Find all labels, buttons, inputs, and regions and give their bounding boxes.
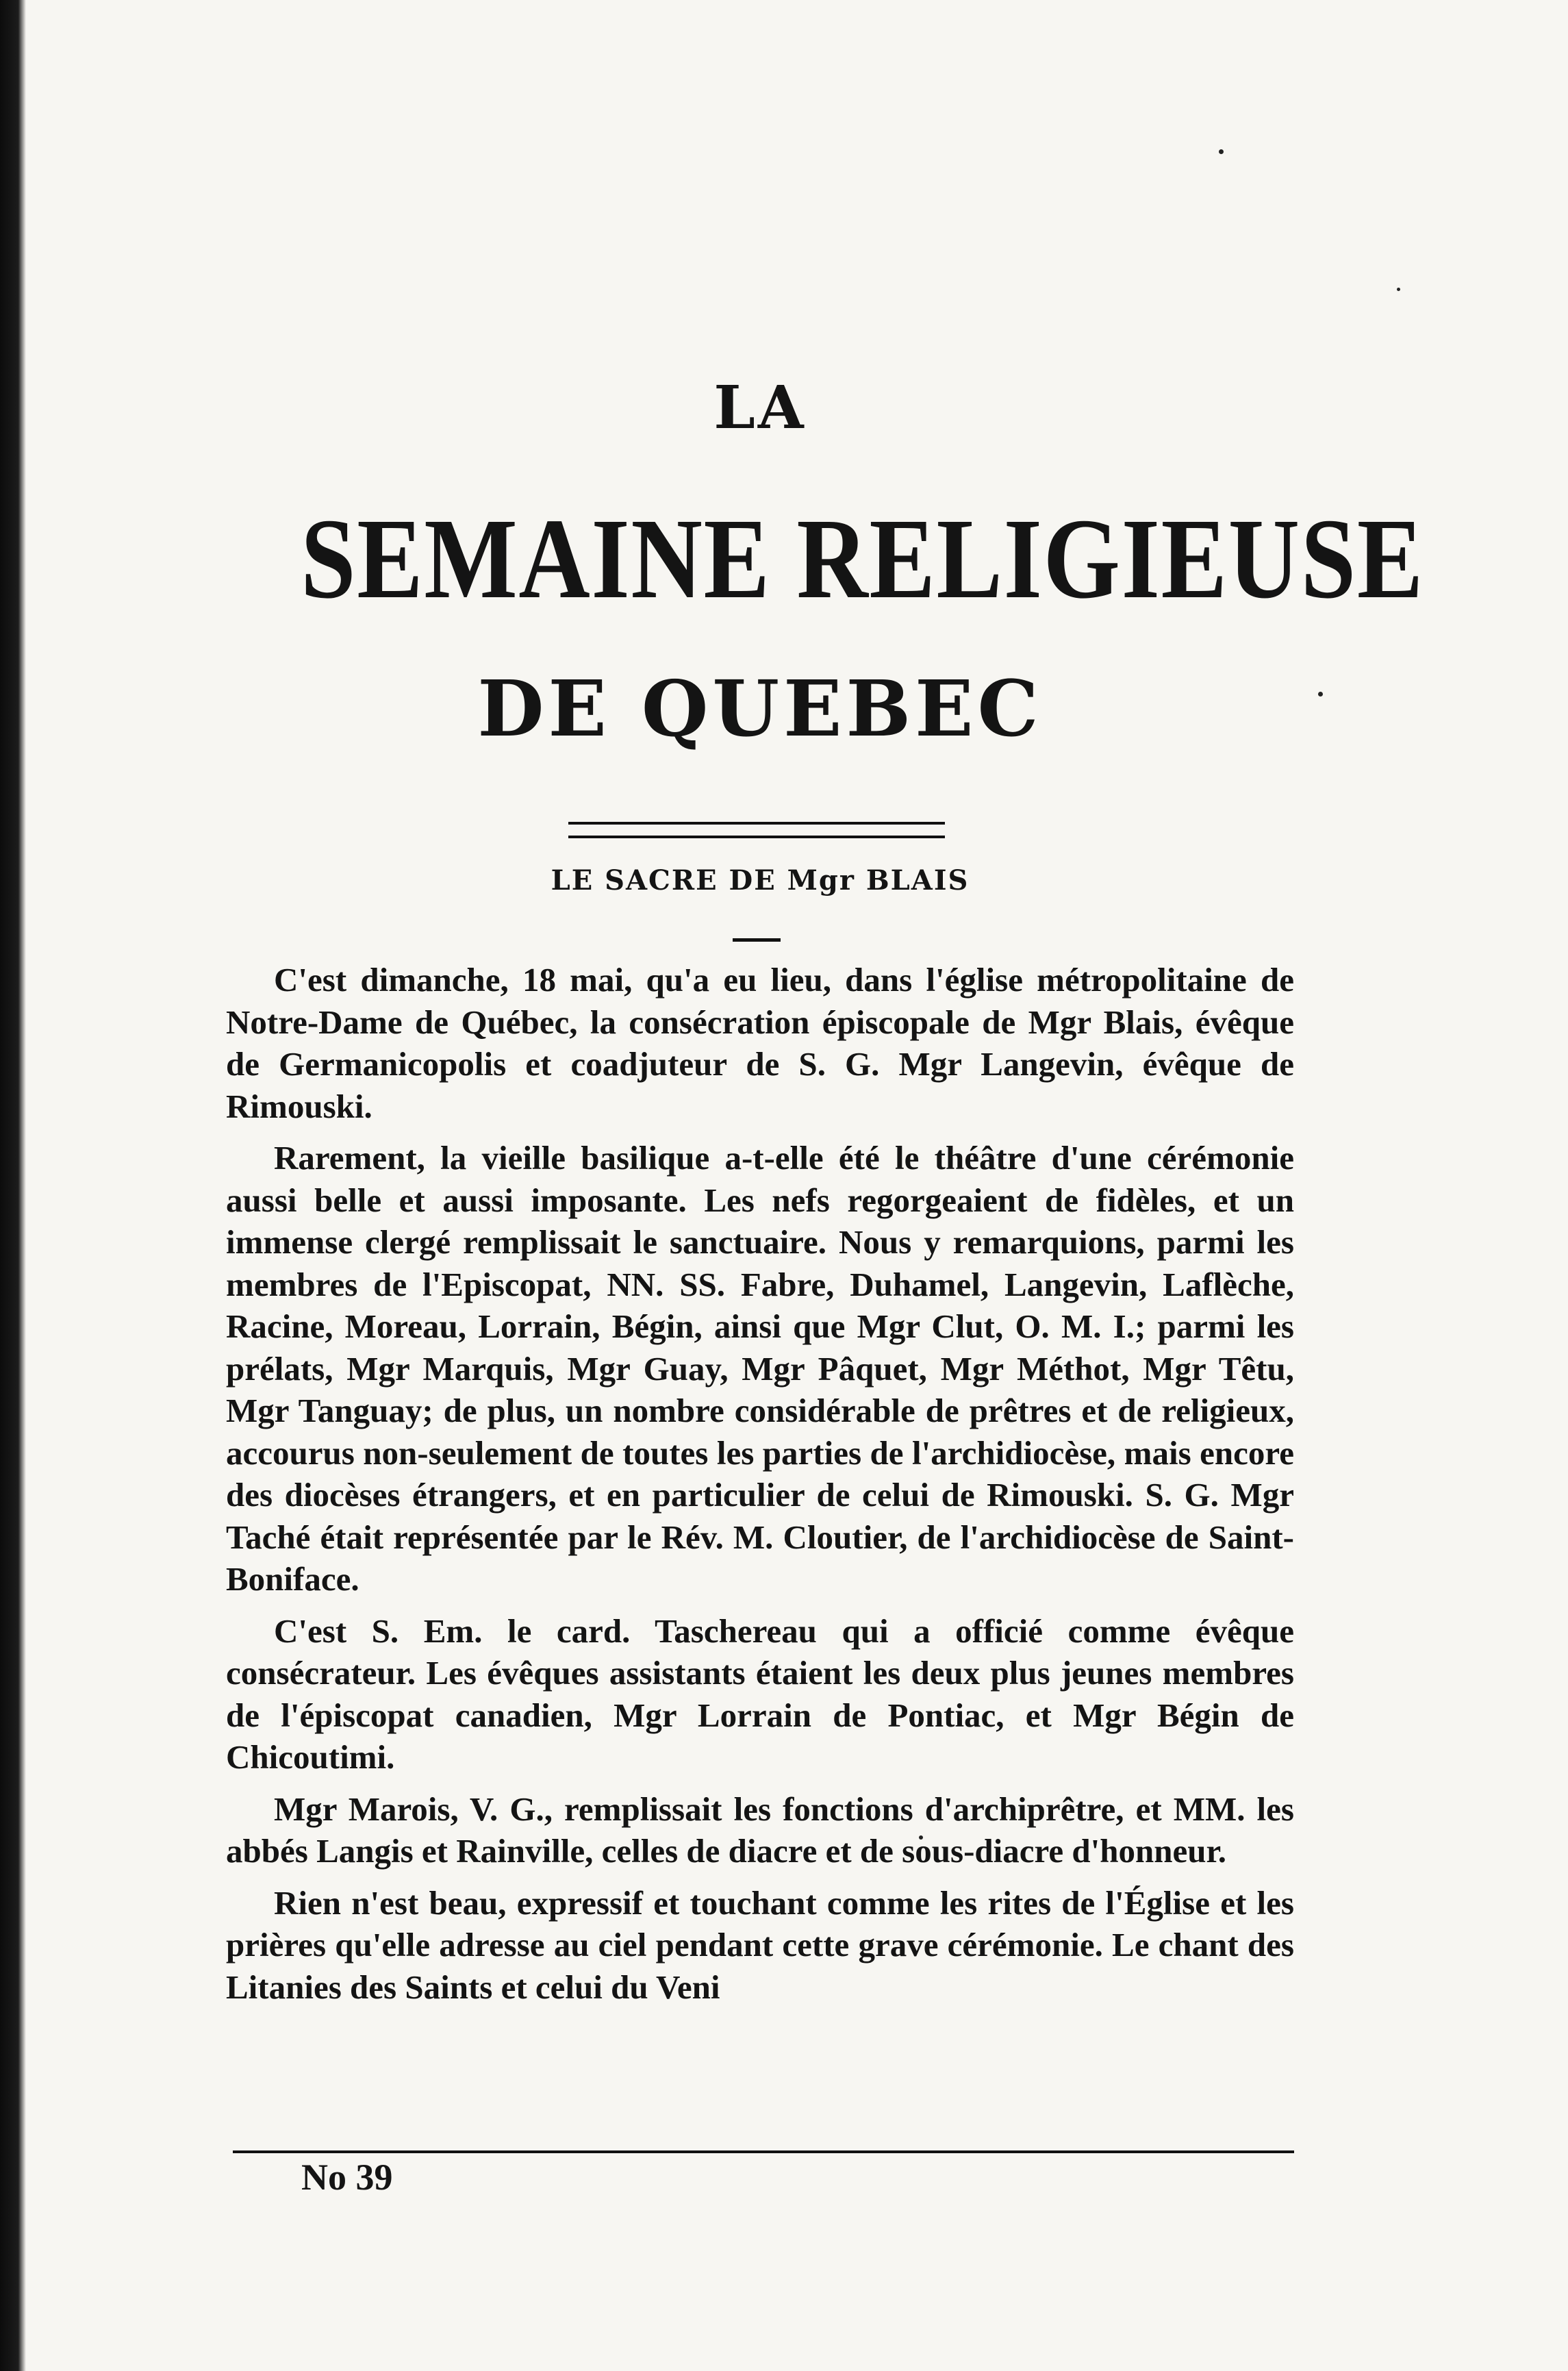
ink-speck	[1318, 692, 1323, 697]
paragraph: C'est S. Em. le card. Taschereau qui a officié comme évêque consécrateur. Les évêques assistants étaient les deux plus jeunes membres de l'épiscopat canadien, Mgr Lorrain de Pontiac, et Mgr Bégin de Chicoutimi.	[226, 1611, 1294, 1776]
paragraph: Rien n'est beau, expressif et touchant comme les rites de l'Église et les prières qu'elle adresse au ciel pendant cette grave cérémonie. Le chant des Litanies des Saints et celui du Veni	[226, 1883, 1294, 2006]
masthead-article: LA	[713, 373, 807, 442]
article-heading: LE SACRE DE Mgr BLAIS	[551, 864, 970, 896]
publication-subtitle: DE QUEBEC	[477, 664, 1043, 754]
footer-rule	[233, 2150, 1294, 2153]
heading-rule	[733, 938, 781, 942]
publication-title: SEMAINE RELIGIEUSE	[301, 495, 1424, 623]
article-body	[226, 959, 1294, 2018]
paragraph: C'est dimanche, 18 mai, qu'a eu lieu, dans l'église métropolitaine de Notre-Dame de Québec, la consécration épiscopale de Mgr Blais, évêque de Germanicopolis et coadjuteur de S. G. Mgr Langevin, évêque de Rimouski.	[226, 961, 1294, 1125]
issue-number: No 39	[301, 2157, 393, 2198]
binding-edge	[0, 0, 26, 2371]
paragraph: Rarement, la vieille basilique a-t-elle été le théâtre d'une cérémonie aussi belle et aussi imposante. Les nefs regorgeaient de fidèles, et un immense clergé remplissait le sanctuaire. Nous y remarquions, parmi les membres de l'Episcopat, NN. SS. Fabre, Duhamel, Langevin, Laflèche, Racine, Moreau, Lorrain, Bégin, ainsi que Mgr Clut, O. M. I.; parmi les prélats, Mgr Marquis, Mgr Guay, Mgr Pâquet, Mgr Méthot, Mgr Têtu, Mgr Tanguay; de plus, un nombre considérable de prêtres et de religieux, accourus non-seulement de toutes les parties de l'archidiocèse, mais encore des diocèses étrangers, et en particulier de celui de Rimouski. S. G. Mgr Taché était représentée par le Rév. M. Cloutier, de l'archidiocèse de Saint-Boniface.	[226, 1139, 1294, 1598]
document-page	[226, 0, 1424, 2371]
title-double-rule	[568, 822, 945, 838]
paragraph: Mgr Marois, V. G., remplissait les fonctions d'archiprêtre, et MM. les abbés Langis et Rainville, celles de diacre et de sous-diacre d'honneur.	[226, 1790, 1294, 1870]
ink-speck	[1397, 288, 1400, 291]
